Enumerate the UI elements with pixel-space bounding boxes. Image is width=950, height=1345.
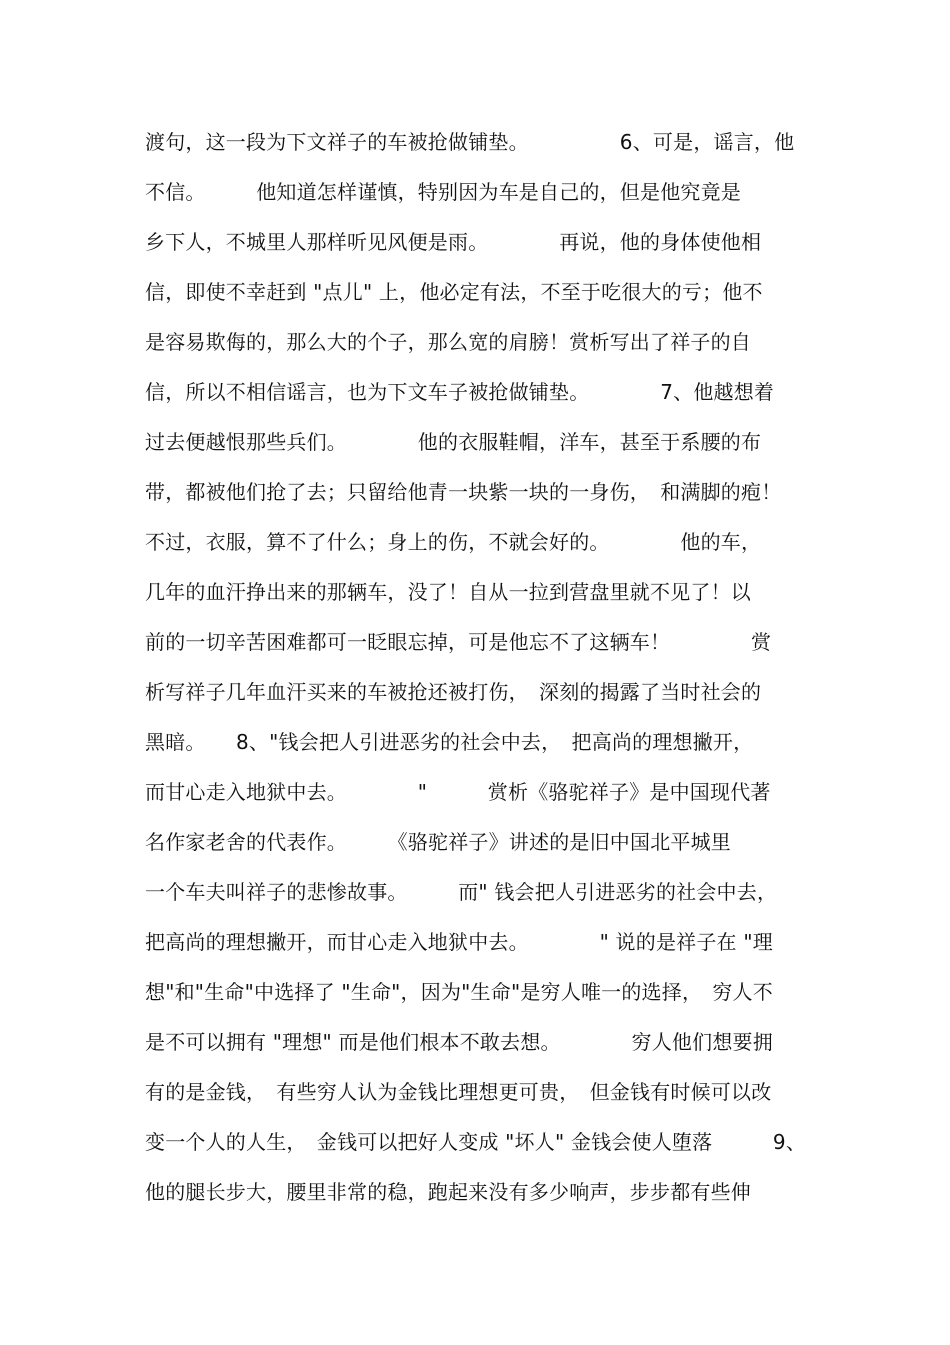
text-line: 几年的血汗挣出来的那辆车，没了！自从一拉到营盘里就不见了！以: [145, 580, 751, 604]
text-line: 他的腿长步大，腰里非常的稳，跑起来没有多少响声，步步都有些伸: [145, 1180, 751, 1204]
text-line: 乡下人，不城里人那样听见风便是雨。 再说，他的身体使他相: [145, 230, 762, 254]
text-line: 黑暗。 8、"钱会把人引进恶劣的社会中去， 把高尚的理想撇开，: [145, 730, 754, 754]
text-line: 有的是金钱， 有些穷人认为金钱比理想更可贵， 但金钱有时候可以改: [145, 1080, 772, 1104]
text-line: 渡句，这一段为下文祥子的车被抢做铺垫。 6、可是，谣言，他: [145, 130, 795, 154]
text-line: 名作家老舍的代表作。 《骆驼祥子》讲述的是旧中国北平城里: [145, 830, 731, 854]
text-line: 信，所以不相信谣言，也为下文车子被抢做铺垫。 7、他越想着: [145, 380, 775, 404]
text-line: 析写祥子几年血汗买来的车被抢还被打伤， 深刻的揭露了当时社会的: [145, 680, 762, 704]
text-line: 不过，衣服，算不了什么；身上的伤，不就会好的。 他的车，: [145, 530, 762, 554]
text-line: 不信。 他知道怎样谨慎，特别因为车是自己的，但是他究竟是: [145, 180, 741, 204]
text-line: 前的一切辛苦困难都可一眨眼忘掉，可是他忘不了这辆车！ 赏: [145, 630, 772, 654]
text-line: 是不可以拥有 "理想" 而是他们根本不敢去想。 穷人他们想要拥: [145, 1030, 773, 1054]
text-line: 想"和"生命"中选择了 "生命"，因为"生命"是穷人唯一的选择， 穷人不: [145, 980, 773, 1004]
text-line: 过去便越恨那些兵们。 他的衣服鞋帽，洋车，甚至于系腰的布: [145, 430, 762, 454]
text-line: 是容易欺侮的，那么大的个子，那么宽的肩膀！赏析写出了祥子的自: [145, 330, 751, 354]
text-line: 把高尚的理想撇开，而甘心走入地狱中去。 " 说的是祥子在 "理: [145, 930, 773, 954]
text-line: 一个车夫叫祥子的悲惨故事。 而" 钱会把人引进恶劣的社会中去，: [145, 880, 778, 904]
text-line: 而甘心走入地狱中去。 " 赏析《骆驼祥子》是中国现代著: [145, 780, 771, 804]
body-text: [145, 122, 825, 1222]
text-line: 变一个人的人生， 金钱可以把好人变成 "坏人" 金钱会使人堕落 9、: [145, 1130, 807, 1154]
text-line: 带，都被他们抢了去；只留给他青一块紫一块的一身伤， 和满脚的疱！: [145, 480, 782, 504]
text-line: 信，即使不幸赶到 "点儿" 上，他必定有法，不至于吃很大的亏；他不: [145, 280, 763, 304]
